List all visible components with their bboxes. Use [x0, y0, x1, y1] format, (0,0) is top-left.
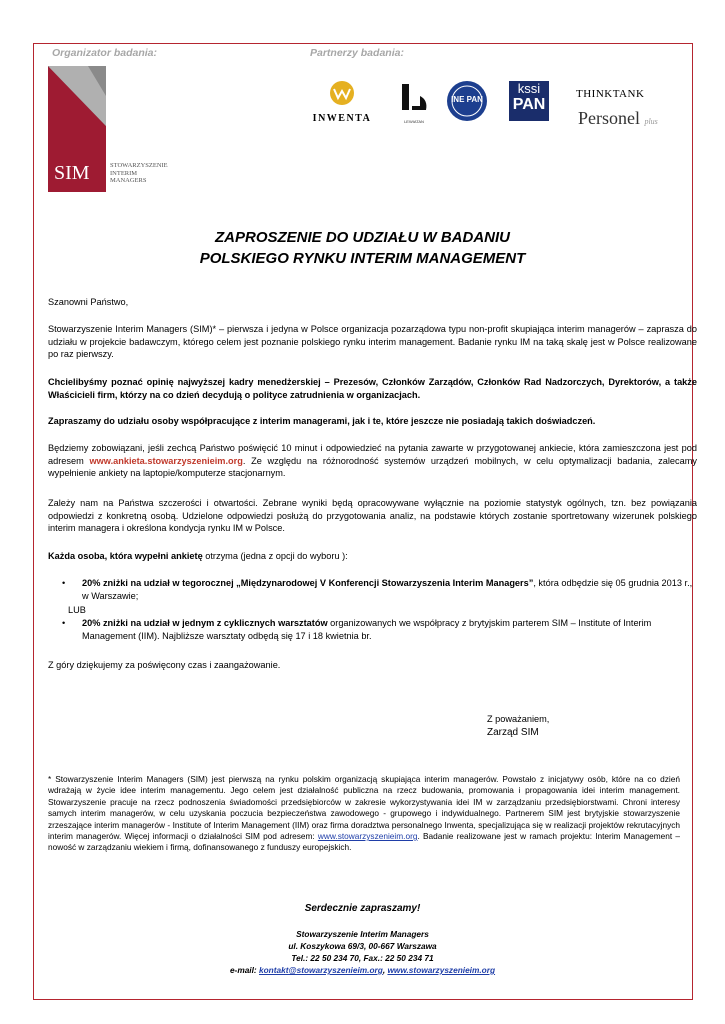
inepan-logo — [446, 80, 488, 122]
closing-email-line — [0, 965, 725, 977]
lewiatan-logo — [398, 82, 430, 122]
sim-initials: SIM — [54, 162, 90, 184]
thinktank-name: THINKTANK — [576, 88, 645, 100]
email-link[interactable]: kontakt@stowarzyszenieim.org — [259, 965, 383, 975]
thinktank-logo — [576, 88, 644, 100]
bullet-conference — [62, 577, 698, 602]
partners-label: Partnerzy badania: — [310, 47, 404, 59]
survey-link[interactable]: www.ankieta.stowarzyszenieim.org — [89, 455, 243, 466]
bullet-conference-bold: 20% zniżki na udział w tegorocznej „Międzynarodowej V Konferencji Stowarzyszenia Interim Managers” — [82, 578, 534, 588]
kssipan-top: kssi — [517, 81, 541, 96]
regards: Z poważaniem, — [487, 714, 550, 724]
inwenta-logo — [310, 80, 374, 122]
website-link[interactable]: www.stowarzyszenieim.org — [387, 965, 496, 975]
title-line1: ZAPROSZENIE DO UDZIAŁU W BADANIU — [215, 229, 510, 246]
footnote-text-a: * Stowarzyszenie Interim Managers (SIM) jest pierwszą na rynku polskim organizacją skupiająca interim managerów. Powstało z inicjatywy osób, które na co dzień wdrażają w życie idee interim managementu. Jego celem jest działalność publiczna na rzecz budowania, promowania i propagowania idei interim management. Stowarzyszenie pracuje na rzecz podnoszenia świadomości przedsiębiorców w zakresie wykorzystywania idei IM w zarządzaniu przedsiębiorstwami. Chroni interesy samych interim managerów, w celu uzyskania poczucia bezpieczeństwa zawodowego - grupowego i indywidualnego. Partnerem SIM jest brytyjskie stowarzyszenie zrzeszające interim managerów - Institute of Interim Management (IIM) oraz firma doradztwa personalnego Inwenta, specjalizująca się w realizacji projektów rekrutacyjnych interim managerów. Więcej informacji o działalności SIM pod adresem: — [48, 774, 680, 842]
reward-bold: Każda osoba, która wypełni ankietę — [48, 551, 203, 561]
inepan-name: INE PAN — [451, 95, 483, 104]
survey-text-a: Będziemy zobowiązani, jeśli zechcą Państwo poświęcić 10 minut i odpowiedzieć na pytania zawarte w przygotowanej ankiecie, która zamieszczona jest pod adresem — [48, 443, 697, 466]
kssipan-logo — [509, 81, 549, 121]
closing-address: ul. Koszykowa 69/3, 00-667 Warszawa — [288, 941, 437, 951]
paragraph-intro: Stowarzyszenie Interim Managers (SIM)* – pierwsza i jedyna w Polsce organizacja pozarządowa typu non-profit skupiająca interim managerów – zaprasza do udziału w projekcie badawczym, którego celem jest poznanie polskiego rynku interim management. Badanie rynku IM na taką skalę jest w Polsce realizowane po raz pierwszy. — [48, 324, 697, 360]
paragraph-target: Chcielibyśmy poznać opinię najwyższej kadry menedżerskiej – Prezesów, Członków Zarządów, Członków Rad Nadzorczych, Dyrektorów, a także Właścicieli firm, którzy na co dzień decydują o polityce zatrudnienia w organizacjach. — [48, 377, 697, 400]
lewiatan-name: LEWIATAN — [404, 119, 424, 124]
signature: Zarząd SIM — [487, 727, 539, 738]
sim-logo — [48, 66, 178, 194]
kssipan-bottom: PAN — [512, 96, 546, 113]
bullet-workshop-rest: organizowanych we współpracy z brytyjskim parterem SIM – Institute of Interim Management (IIM). Najbliższe warsztaty odbędą się 17 i 18 kwietnia br. — [82, 618, 652, 641]
email-label: e-mail: — [229, 965, 259, 975]
closing-org: Stowarzyszenie Interim Managers — [296, 929, 429, 939]
paragraph-invite: Zapraszamy do udziału osoby współpracujące z interim managerami, jak i te, które jeszcze nie posiadają takich doświadczeń. — [48, 416, 596, 426]
sim-logo-line1: STOWARZYSZENIE — [110, 162, 168, 169]
sim-logo-line2: INTERIM — [110, 169, 138, 177]
bullet-conference-rest: , która odbędzie się 05 grudnia 2013 r., w Warszawie; — [82, 578, 693, 601]
closing-invite: Serdecznie zapraszamy! — [304, 903, 421, 914]
greeting: Szanowni Państwo, — [48, 297, 129, 307]
survey-text-b: . Ze względu na różnorodność systemów urządzeń mobilnych, w celu optymalizacji badania, zalecamy wypełnienie ankiety na laptopie/komputerze stacjonarnym. — [48, 455, 697, 479]
paragraph-reward — [48, 550, 697, 563]
bullet-dot-icon: • — [62, 578, 66, 588]
footnote-link[interactable]: www.stowarzyszenieim.org — [317, 831, 418, 842]
or-label: LUB — [68, 605, 86, 615]
bullet-workshop — [62, 617, 698, 642]
email-separator: , — [382, 965, 388, 975]
inwenta-name: INWENTA — [312, 113, 372, 124]
thanks-line: Z góry dziękujemy za poświęcony czas i zaangażowanie. — [48, 660, 281, 670]
footnote — [48, 774, 680, 854]
personel-logo — [578, 108, 658, 138]
title-line2: POLSKIEGO RYNKU INTERIM MANAGEMENT — [199, 250, 526, 267]
footnote-text-b: . Badanie realizowane jest w ramach projektu: Interim Management – nowość w zarządzaniu wiekiem i firmą, dofinansowanego z funduszy europejskich. — [48, 831, 680, 853]
personel-suffix: plus — [644, 117, 658, 126]
paragraph-privacy: Zależy nam na Państwa szczerości i otwartości. Zebrane wyniki będą opracowywane wyłącznie na poziomie statystyk ogólnych, tzn. bez powiązania odpowiedzi z konkretną osobą. Udzielone odpowiedzi posłużą do przygotowania analiz, na podstawie których zostanie sportretowany wizerunek polskiego interim managera i określona kondycja rynku IM w Polsce. — [48, 498, 697, 534]
paragraph-survey — [48, 442, 697, 480]
sim-logo-line3: MANAGERS — [110, 177, 147, 184]
personel-name: Personel — [578, 108, 640, 128]
bullet-dot-icon: • — [62, 618, 66, 628]
closing-phone: Tel.: 22 50 234 70, Fax.: 22 50 234 71 — [291, 953, 434, 963]
reward-rest: otrzyma (jedna z opcji do wyboru ): — [202, 551, 348, 561]
bullet-workshop-bold: 20% zniżki na udział w jednym z cyklicznych warsztatów — [82, 618, 328, 628]
organizer-label: Organizator badania: — [52, 47, 158, 59]
